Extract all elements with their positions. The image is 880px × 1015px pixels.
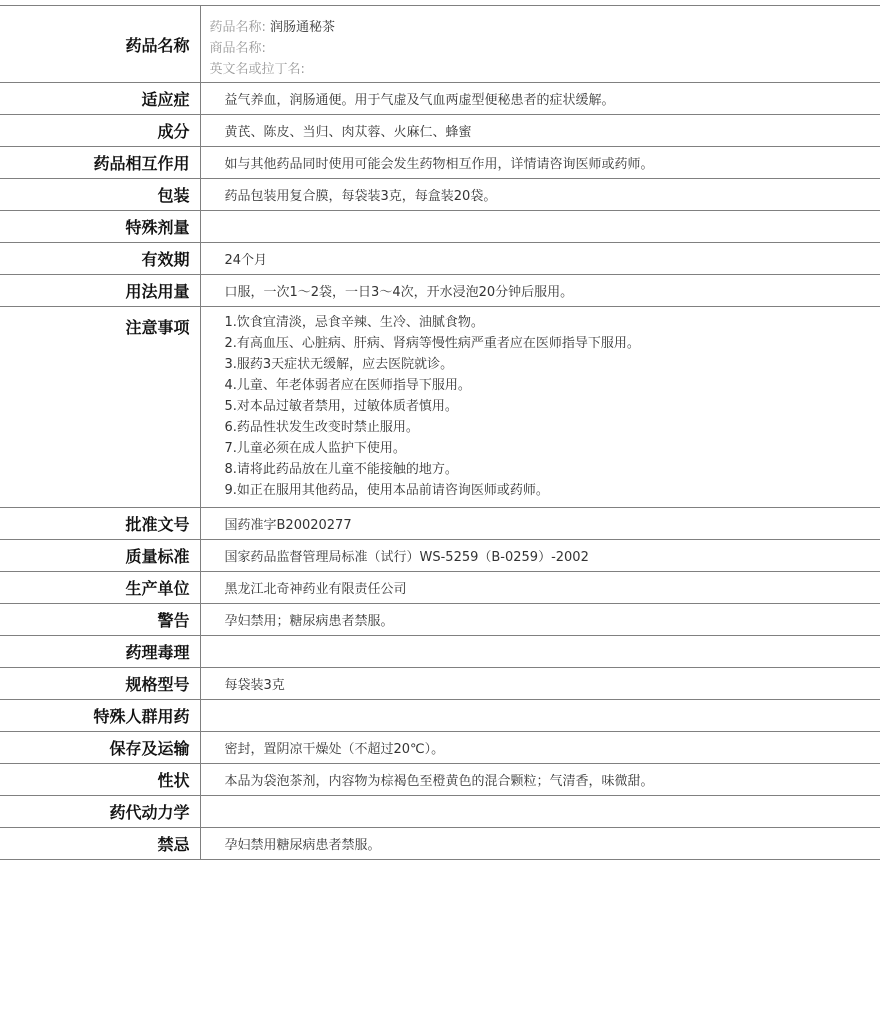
row-label: 用法用量 [0,275,200,307]
precaution-item: 5.对本品过敏者禁用，过敏体质者慎用。 [225,396,880,417]
row-label: 保存及运输 [0,732,200,764]
row-ingredients [0,115,880,147]
row-contraindications [0,828,880,860]
row-drug-name [0,6,880,83]
row-value: 药品包装用复合膜，每袋装3克，每盒装20袋。 [200,179,880,211]
english-name-key: 英文名或拉丁名: [210,62,305,77]
row-label: 性状 [0,764,200,796]
precaution-item: 2.有高血压、心脏病、肝病、肾病等慢性病严重者应在医师指导下服用。 [225,333,880,354]
trade-name-line [210,38,880,59]
precaution-item: 8.请将此药品放在儿童不能接触的地方。 [225,459,880,480]
row-label: 注意事项 [0,307,200,508]
row-label: 药代动力学 [0,796,200,828]
drug-info-table [0,5,880,860]
row-label: 药理毒理 [0,636,200,668]
generic-name-value: 润肠通秘茶 [270,20,335,35]
row-label: 药品名称 [0,6,200,83]
row-label: 质量标准 [0,540,200,572]
row-label: 适应症 [0,83,200,115]
precaution-item: 9.如正在服用其他药品，使用本品前请咨询医师或药师。 [225,480,880,501]
row-value: 本品为袋泡茶剂，内容物为棕褐色至橙黄色的混合颗粒；气清香，味微甜。 [200,764,880,796]
row-packaging [0,179,880,211]
row-special-dosage [0,211,880,243]
row-special-populations [0,700,880,732]
row-value: 密封，置阴凉干燥处（不超过20℃）。 [200,732,880,764]
row-value: 口服，一次1～2袋，一日3～4次，开水浸泡20分钟后服用。 [200,275,880,307]
row-value: 黄芪、陈皮、当归、肉苁蓉、火麻仁、蜂蜜 [200,115,880,147]
precaution-item: 1.饮食宜清淡，忌食辛辣、生冷、油腻食物。 [225,312,880,333]
row-label: 药品相互作用 [0,147,200,179]
row-description [0,764,880,796]
row-label: 成分 [0,115,200,147]
row-value: 如与其他药品同时使用可能会发生药物相互作用，详情请咨询医师或药师。 [200,147,880,179]
row-pharmacology [0,636,880,668]
row-quality-standard [0,540,880,572]
row-specification [0,668,880,700]
precaution-item: 3.服药3天症状无缓解，应去医院就诊。 [225,354,880,375]
row-value: 孕妇禁用糖尿病患者禁服。 [200,828,880,860]
row-approval-number [0,508,880,540]
row-value [200,796,880,828]
row-label: 警告 [0,604,200,636]
row-label: 禁忌 [0,828,200,860]
row-value [200,6,880,83]
precaution-item: 7.儿童必须在成人监护下使用。 [225,438,880,459]
row-label: 生产单位 [0,572,200,604]
row-label: 包装 [0,179,200,211]
row-manufacturer [0,572,880,604]
row-label: 批准文号 [0,508,200,540]
row-value: 孕妇禁用；糖尿病患者禁服。 [200,604,880,636]
row-interactions [0,147,880,179]
row-value: 每袋装3克 [200,668,880,700]
row-label: 有效期 [0,243,200,275]
row-dosage [0,275,880,307]
english-name-line [210,59,880,80]
generic-name-line [210,17,880,38]
row-warning [0,604,880,636]
row-value: 黑龙江北奇神药业有限责任公司 [200,572,880,604]
row-shelf-life [0,243,880,275]
precaution-item: 4.儿童、年老体弱者应在医师指导下服用。 [225,375,880,396]
row-indications [0,83,880,115]
row-storage [0,732,880,764]
row-precautions [0,307,880,508]
row-value: 国药准字B20020277 [200,508,880,540]
row-label: 规格型号 [0,668,200,700]
row-value [200,636,880,668]
precaution-item: 6.药品性状发生改变时禁止服用。 [225,417,880,438]
row-value [200,307,880,508]
trade-name-key: 商品名称: [210,41,266,56]
row-value: 国家药品监督管理局标准（试行）WS-5259（B-0259）-2002 [200,540,880,572]
row-value: 益气养血，润肠通便。用于气虚及气血两虚型便秘患者的症状缓解。 [200,83,880,115]
row-label: 特殊剂量 [0,211,200,243]
row-value: 24个月 [200,243,880,275]
row-value [200,211,880,243]
row-label: 特殊人群用药 [0,700,200,732]
generic-name-key: 药品名称: [210,20,266,35]
row-pharmacokinetics [0,796,880,828]
row-value [200,700,880,732]
